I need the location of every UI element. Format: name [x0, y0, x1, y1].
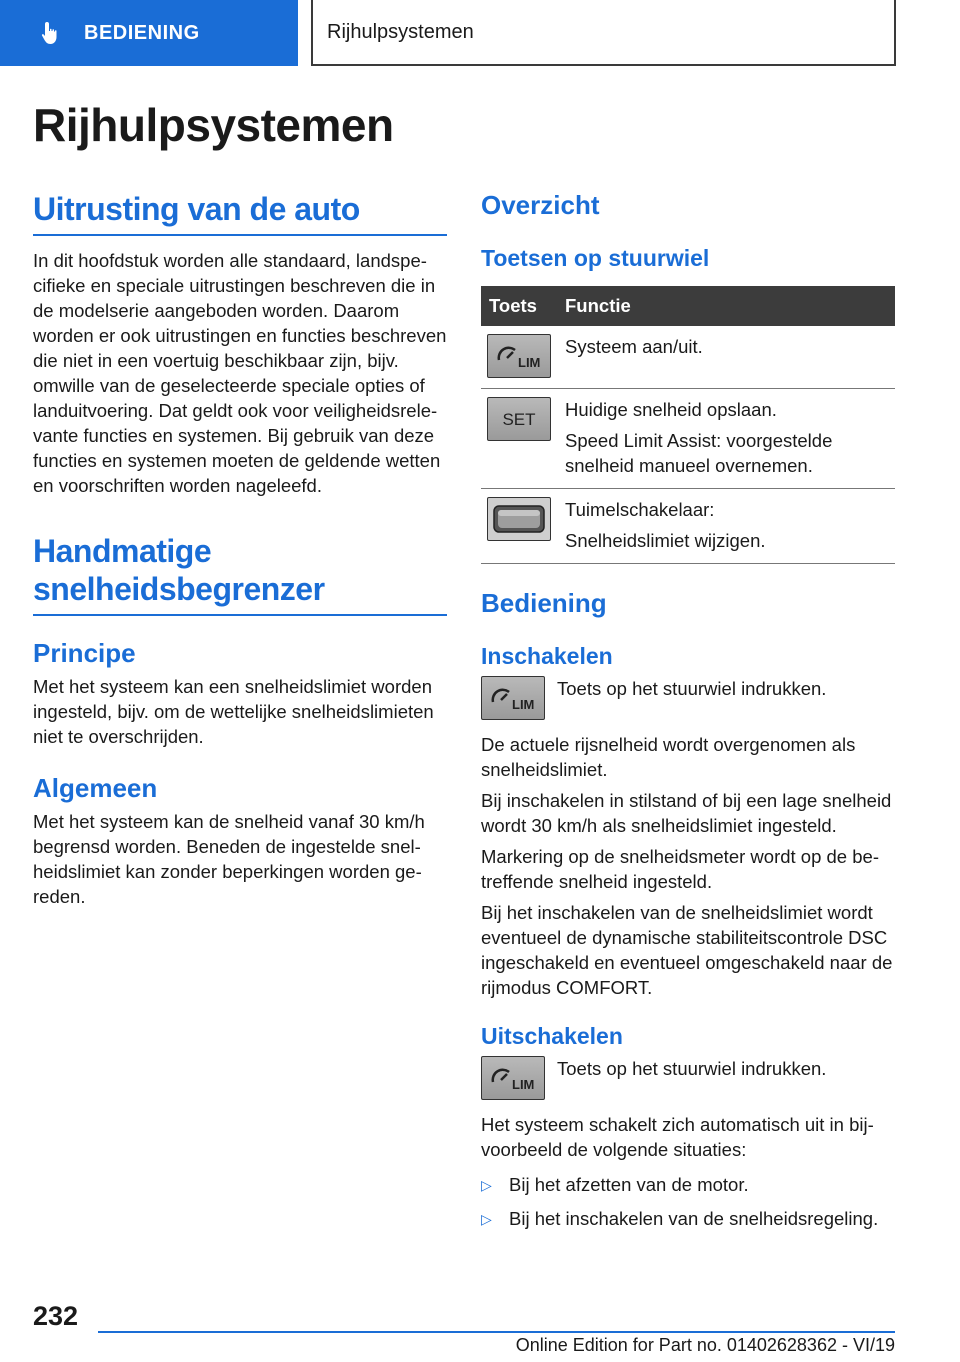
principle-heading: Principe: [33, 638, 136, 668]
table-header-function: Functie: [557, 286, 895, 326]
general-text: Met het systeem kan de snelheid vanaf 30 km/h begrensd worden. Beneden de ingestelde snelheidslimiet kan zonder beperkingen worden gereden.: [33, 811, 425, 907]
limiter-heading: Handmatige snelheidsbegrenzer: [33, 532, 447, 616]
switch-on-key-text: Toets op het stuurwiel indrukken.: [557, 678, 827, 699]
list-item: ▷ Bij het inschakelen van de snelheidsregeling.: [481, 1206, 895, 1232]
row-function-text: Systeem aan/uit.: [565, 336, 703, 357]
switch-off-heading: Uitschakelen: [481, 1023, 623, 1049]
edition-note: Online Edition for Part no. 01402628362 - VI/19: [515, 1335, 895, 1355]
row-function-text: Huidige snelheid opslaan.: [565, 399, 777, 420]
operation-heading: Bediening: [481, 588, 607, 618]
switch-off-key-text: Toets op het stuurwiel indrukken.: [557, 1058, 827, 1079]
switch-on-key: [481, 676, 895, 720]
general-heading: Algemeen: [33, 773, 158, 803]
table-header-key: Toets: [481, 286, 557, 326]
switch-off-key: [481, 1056, 895, 1100]
footer-divider: [98, 1331, 895, 1333]
chapter-title: Rijhulpsystemen: [311, 0, 896, 66]
svg-text:LIM: LIM: [518, 355, 541, 370]
pointing-hand-icon: [38, 20, 64, 46]
list-item: ▷ Bij het afzetten van de motor.: [481, 1172, 895, 1198]
buttons-table: [481, 286, 895, 564]
bullet-triangle-icon: ▷: [481, 1177, 492, 1193]
buttons-heading: Toetsen op stuurwiel: [481, 245, 710, 271]
switch-off-text: Het systeem schakelt zich automatisch uit in bijvoorbeeld de volgende situaties:: [481, 1114, 874, 1160]
table-row: [481, 389, 895, 489]
table-header-row: [481, 286, 895, 326]
switch-on-paragraph: Markering op de snelheidsmeter wordt op de betreffende snelheid ingesteld.: [481, 846, 879, 892]
svg-text:SET: SET: [502, 410, 536, 429]
switch-on-paragraph: De actuele rijsnelheid wordt overgenomen als snelheidslimiet.: [481, 734, 856, 780]
section-tab[interactable]: [0, 0, 298, 66]
row-function-text: Tuimelschakelaar:: [565, 499, 715, 520]
svg-text:LIM: LIM: [512, 697, 535, 712]
switch-on-heading: Inschakelen: [481, 643, 613, 669]
table-row: [481, 489, 895, 564]
svg-text:LIM: LIM: [512, 1077, 535, 1092]
rocker-switch-icon: [487, 497, 551, 541]
bullet-triangle-icon: ▷: [481, 1211, 492, 1227]
lim-button-icon: [487, 334, 551, 378]
switch-on-paragraph: Bij inschakelen in stilstand of bij een lage snelheid wordt 30 km/h als snelheidslimiet ingesteld.: [481, 790, 892, 836]
row-function-text: Snelheidslimiet wijzigen.: [565, 530, 766, 551]
lim-button-icon: [481, 1056, 545, 1100]
row-function-text: Speed Limit Assist: voorgestelde snelheid manueel overnemen.: [565, 430, 833, 476]
switch-on-paragraph: Bij het inschakelen van de snelheidslimiet wordt eventueel de dynamische stabiliteitscontrole DSC ingeschakeld en eventueel omgeschakeld naar de rijmodus COMFORT.: [481, 902, 893, 998]
section-tab-label: BEDIENING: [84, 21, 200, 44]
set-button-icon: [487, 397, 551, 441]
switch-off-list: [481, 1172, 895, 1232]
left-column: [33, 190, 447, 909]
equipment-text: In dit hoofdstuk worden alle standaard, landspecifieke en speciale uitrustingen beschreven die in de modelserie aangeboden worden. Daarom worden er ook uitrustingen en functies beschreven die niet in een voertuig beschikbaar zijn, bijv. omwille van de geselecteerde speciale opties of landuitvoering. Dat geldt ook voor veiligheidsrelevante functies en systemen. Bij gebruik van deze functies en systemen moeten de geldende wetten en voorschriften worden nageleefd.: [33, 250, 447, 496]
equipment-heading: Uitrusting van de auto: [33, 190, 447, 236]
table-row: [481, 326, 895, 389]
principle-text: Met het systeem kan een snelheidslimiet worden ingesteld, bijv. om de wettelijke snelheidslimieten niet te overschrijden.: [33, 676, 434, 747]
overview-heading: Overzicht: [481, 190, 600, 220]
page-header: [0, 0, 960, 66]
page-number: 232: [33, 1301, 79, 1331]
page-title: Rijhulpsystemen: [33, 99, 394, 151]
right-column: [481, 190, 895, 1240]
lim-button-icon: [481, 676, 545, 720]
